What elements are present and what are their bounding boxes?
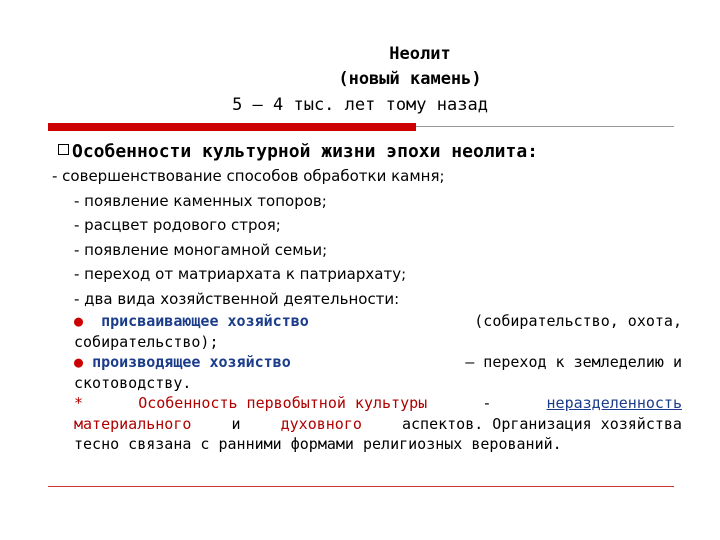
economy-type-2-cont: скотоводству. [74, 373, 192, 392]
section-heading-text: Особенности культурной жизни эпохи неолита: [72, 141, 538, 162]
note-line-1 [74, 393, 682, 414]
square-bullet-icon [58, 144, 69, 155]
red-dot-icon: ● [74, 353, 84, 371]
list-item: - появление моногамной семьи; [74, 240, 328, 259]
section-heading [58, 140, 682, 164]
term-producing-desc: – переход к земледелию и [465, 353, 682, 371]
economy-type-2 [74, 352, 682, 373]
list-item: - расцвет родового строя; [74, 216, 281, 234]
note-star: * [74, 394, 84, 412]
term-appropriating: присваивающее хозяйство [101, 312, 309, 330]
note-text-1: Особенность первобытной культуры [138, 394, 428, 412]
slide-subtitle: (новый камень) [338, 69, 482, 89]
note-material: материального [74, 414, 192, 433]
slide-date-range: 5 – 4 тыс. лет тому назад [232, 95, 488, 115]
note-underlined: неразделенность [546, 394, 682, 412]
note-text-2: аспектов. Организация хозяйства [402, 414, 682, 433]
title-divider-gray [416, 126, 674, 127]
economy-type-1-cont: собирательство); [74, 332, 219, 351]
list-item: - переход от матриархата к патриархату; [74, 265, 407, 283]
list-item: - появление каменных топоров; [74, 191, 327, 210]
list-item: - два вида хозяйственной деятельности: [74, 289, 400, 308]
note-spiritual: духовного [280, 414, 362, 433]
economy-type-1 [74, 311, 682, 332]
slide-content [52, 140, 682, 455]
term-producing: производящее хозяйство [92, 353, 291, 371]
note-and: и [231, 414, 241, 433]
note-dash: - [482, 394, 492, 412]
term-appropriating-desc: (собирательство, охота, [474, 312, 682, 330]
note-line-2 [74, 414, 682, 435]
red-dot-icon: ● [74, 312, 84, 330]
title-divider-red [48, 123, 416, 131]
note-line-3: тесно связана с ранними формами религиозных верований. [74, 435, 562, 453]
slide-title: Неолит [389, 44, 451, 64]
footer-divider [48, 486, 674, 487]
list-item: - совершенствование способов обработки камня; [52, 167, 445, 185]
